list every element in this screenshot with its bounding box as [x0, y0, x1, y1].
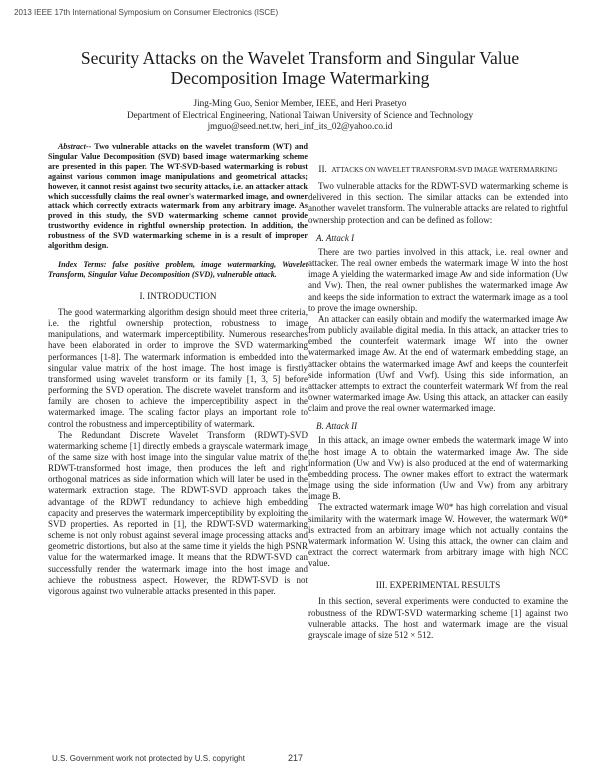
attack1-paragraph-2: An attacker can easily obtain and modify the watermarked image Aw from publicly available digital media. In this attack, an attacker tries to embed the counterfeit watermark image Wf into the owner watermarked image Aw. At the end of watermark embedding stage, an attacker obtains the watermarked image Awf and keeps the counterfeit side information (Uwf and Vwf). Using this side information, an attacker attempts to extract the counterfeit watermark Wf from the real owner watermarked image Aw. Using this attack, an attacker can easily claim and prove the real owner watermarked image.	[308, 313, 568, 414]
attack1-paragraph-1: There are two parties involved in this attack, i.e. real owner and attacker. The real owner embeds the watermark image W into the host image A yielding the watermarked image Aw and side information (Uw and Vw). Then, the real owner publishes the watermarked image Aw and keeps the side information to extract the watermark image as a tool to prove the image ownership.	[308, 246, 568, 313]
title-line-1: Security Attacks on the Wavelet Transform and Singular Value	[80, 48, 520, 68]
author-affiliation: Department of Electrical Engineering, National Taiwan University of Science and Technology	[126, 109, 474, 120]
abstract-text: Two vulnerable attacks on the wavelet transform (WT) and Singular Value Decomposition (SVD) based image watermarking scheme are presented in this paper. The WT-SVD-based watermarking is robust against various common image manipulations and geometrical attacks; however, it cannot resist against two security attacks, i.e. an attacker attack which successfully claims the real owner's watermarked image, and owner attack which correctly extracts watermark from any arbitrary image. As proved in this study, the SVD watermarking scheme cannot provide trustworthy evidence in rightful ownership protection. In addition, the robustness of the SVD watermarking scheme in is a result of improper algorithm design.	[48, 142, 308, 251]
author-block	[40, 98, 560, 133]
left-column	[48, 142, 308, 597]
index-terms	[48, 260, 308, 280]
page-number: 217	[288, 753, 304, 763]
section2-intro: Two vulnerable attacks for the RDWT-SVD watermarking scheme is delivered in this section. The similar attacks can be extended into another wavelet transform. The vulnerable attacks are related to rightful ownership protection and can be defined as follow:	[308, 181, 568, 225]
attack2-paragraph-2: The extracted watermark image W0* has high correlation and visual similarity with the watermark image W. However, the watermark W0* is extracted from an arbitrary image which not actually contains the watermark information W. Using this attack, the owner can claim and extract the correct watermark from arbitrary image with high NCC value.	[308, 502, 568, 569]
author-email: jmguo@seed.net.tw, heri_inf_its_02@yahoo.co.id	[207, 121, 393, 132]
intro-paragraph-2: The Redundant Discrete Wavelet Transform (RDWT)-SVD watermarking scheme [1] directly embeds a grayscale watermark image of the same size with host image into the singular value matrix of the RDWT-transformed host image, then produces the left and right orthogonal matrices as side information which will later be used in the watermark extraction stage. The RDWT-SVD approach takes the advantage of the RDWT redundancy to achieve high embedding capacity and preserves the watermark imperceptibility by exploiting the SVD properties. As reported in [1], the RDWT-SVD watermarking scheme is not only robust against several image processing attacks and geometric distortions, but also at the same time it yields the high PSNR value for the watermarked image. It means that the RDWT-SVD can successfully render the watermark image into the host image and achieve the robustness aspect. However, the RDWT-SVD is not vigorous against two vulnerable attacks presented in this paper.	[48, 429, 308, 596]
attack1-heading: A. Attack I	[316, 232, 355, 243]
title-line-2: Decomposition Image Watermarking	[170, 68, 430, 88]
copyright-notice: U.S. Government work not protected by U.S. copyright	[52, 754, 245, 763]
author-names: Jing-Ming Guo, Senior Member, IEEE, and Heri Prasetyo	[193, 98, 407, 108]
section3-paragraph-1: In this section, several experiments were conducted to examine the robustness of the RDWT-SVD watermarking scheme [1] against two vulnerable attacks. The host and watermark image are the visual grayscale image of size 512 × 512.	[308, 596, 568, 640]
section2-number: II.	[318, 164, 327, 174]
section2-title: ATTACKS ON WAVELET TRANSFORM-SVD IMAGE WATERMARKING	[331, 166, 558, 174]
abstract: Abstract-- Two vulnerable attacks on the wavelet transform (WT) and Singular Value Decomposition (SVD) based image watermarking scheme are presented in this paper. The WT-SVD-based watermarking is robust against various common image manipulations and geometrical attacks; however, it cannot resist against two security attacks, i.e. an attacker attack which successfully claims the real owner's watermarked image, and owner attack which correctly extracts watermark from any arbitrary image. As proved in this study, the SVD watermarking scheme cannot provide trustworthy evidence in rightful ownership protection. In addition, the robustness of the SVD watermarking scheme in is a result of improper algorithm design.	[48, 142, 308, 251]
paper-title	[40, 48, 560, 88]
attack2-paragraph-1: In this attack, an image owner embeds the watermark image W into the host image A to obtain the watermarked image Aw. The side information (Uw and Vw) is also produced at the end of watermarking embedding process. The owner makes effort to extract the watermark image using the side information (Uw and Vw) from any arbitrary image B.	[308, 435, 568, 502]
abstract-label: Abstract	[58, 142, 86, 151]
index-terms-text: false positive problem, image watermarking, Wavelet Transform, Singular Value Decomposition (SVD), vulnerable attack.	[48, 259, 308, 279]
intro-heading: I. INTRODUCTION	[139, 290, 217, 301]
index-terms-label: Index Terms:	[58, 259, 107, 269]
right-column	[308, 142, 568, 641]
conference-header: 2013 IEEE 17th International Symposium on Consumer Electronics (ISCE)	[14, 8, 279, 17]
attack2-heading: B. Attack II	[316, 421, 358, 432]
section2-heading	[308, 164, 568, 176]
intro-paragraph-1: The good watermarking algorithm design should meet three criteria, i.e. the rightful ownership protection, robustness to image manipulations, and watermark imperceptibility. Numerous researches have been elaborated in order to improve the SVD watermarking performances [1-8]. The watermark information is embedded into the singular value matrix of the host image. The host image is firstly transformed using wavelet transform or its family [1, 3, 5] before performing the SVD operation. The discrete wavelet transform and its family are chosen to achieve the imperceptibility aspect in the watermarked image. The scaling factor plays an important role to control the robustness and imperceptibility of watermark.	[48, 306, 308, 429]
section3-heading: III. EXPERIMENTAL RESULTS	[375, 580, 501, 591]
